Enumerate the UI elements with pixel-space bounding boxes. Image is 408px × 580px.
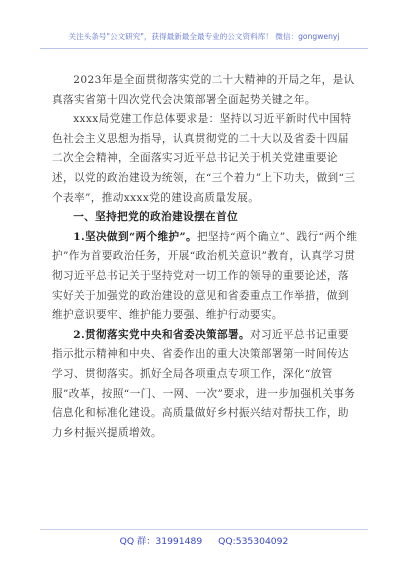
page-header: 关注头条号"公文研究"，获得最新最全最专业的公文资料库！ 微信：gongwenyj xyxy=(68,32,340,41)
item-2-title: 2.贯彻落实党中央和省委决策部署。 xyxy=(73,328,250,341)
item-1-title: 1.坚决做到“两个维护”。 xyxy=(73,230,197,243)
section-heading: 一、坚持把党的政治建设摆在首位 xyxy=(73,211,239,224)
paragraph-requirements: xxxx局党建工作总体要求是：坚持以习近平新时代中国特色社会主义思想为指导，认真贯彻党的二十大以及省委十四届二次全会精神，全面落实习近平总书记关于机关党建重要论述，以党的政治建设为统领，在“三个着力”上下功夫，做到“三个表率”，推动xxxx党的建设高质量发展。 xyxy=(52,113,356,204)
header-divider xyxy=(40,48,368,49)
page-footer xyxy=(0,533,408,547)
item-2-text: 对习近平总书记重要指示批示精神和中央、省委作出的重大决策部署第一时间传达学习、贯彻落实。抓好全局各项重点专项工作，深化“放管服”改革，按照“一门、一网、一次”要求，进一步加强机关事务信息化和标准化建设。高质量做好乡村振兴结对帮扶工作，助力乡村振兴提质增效。 xyxy=(52,328,356,439)
item-1-text: 把坚持“两个确立”、践行“两个维护”作为首要政治任务，开展“政治机关意识”教育，认真学习贯彻习近平总书记关于坚持党对一切工作的领导的重要论述，落实好关于加强党的政治建设的意见和省委重点工作举措，做到维护意识要牢、维护能力要强、维护行动要实。 xyxy=(52,230,358,322)
footer-qq: QQ:535304092 xyxy=(218,536,289,547)
paragraph-intro: 2023年是全面贯彻落实党的二十大精神的开局之年，是认真落实省第十四次党代会决策部署全面起势关键之年。 xyxy=(52,74,355,106)
section-item-2 xyxy=(52,326,358,444)
footer-qq-group: QQ 群：31991489 xyxy=(119,536,203,547)
document-body xyxy=(52,71,358,443)
section-item-1 xyxy=(52,228,358,326)
footer-divider xyxy=(40,529,368,530)
